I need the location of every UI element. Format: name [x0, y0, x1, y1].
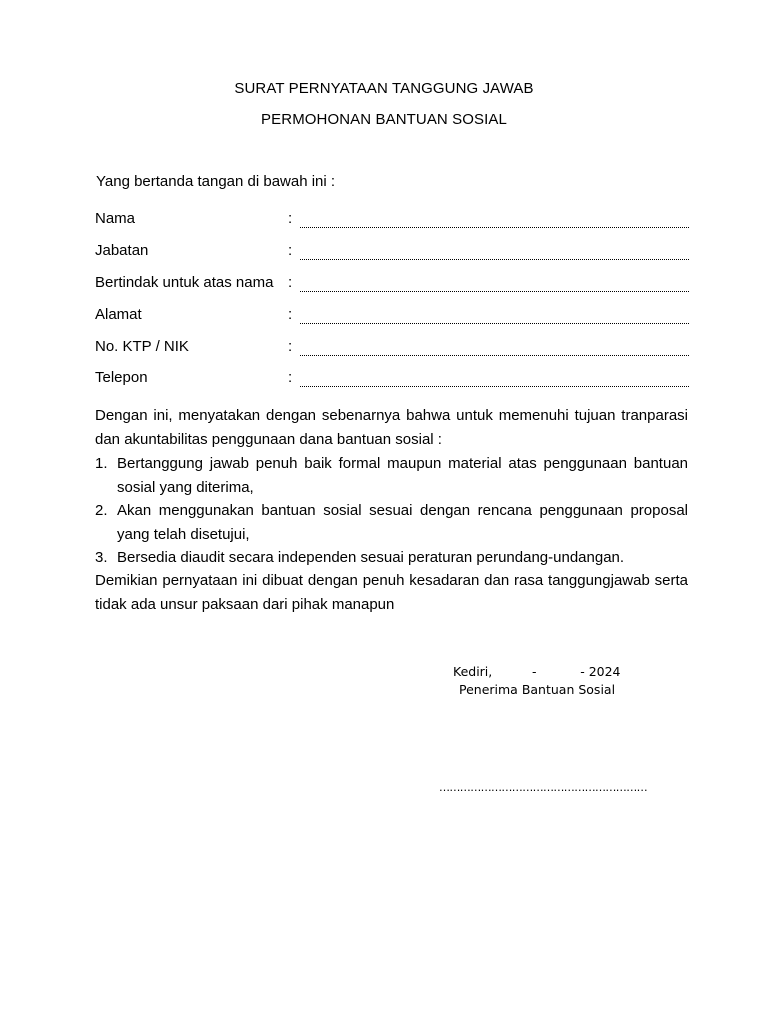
- list-text: Akan menggunakan bantuan sosial sesuai dengan rencana penggunaan proposal yang telah disetujui,: [117, 502, 688, 543]
- list-item: [95, 546, 688, 570]
- field-label: Jabatan: [95, 242, 149, 259]
- list-text: Bersedia diaudit secara independen sesuai peraturan perundang-undangan.: [117, 549, 625, 566]
- list-item: [95, 499, 688, 547]
- field-row-jabatan: [95, 242, 689, 262]
- fill-in-line: [300, 323, 689, 324]
- statement-line: Dengan ini, menyatakan dengan sebenarnya bahwa untuk memenuhi tujuan tranparasi: [95, 407, 688, 424]
- closing-text: Demikian pernyataan ini dibuat dengan penuh kesadaran dan rasa tanggungjawab serta tidak ada unsur paksaan dari pihak manapun: [95, 572, 688, 613]
- field-label: Bertindak untuk atas nama: [95, 274, 274, 291]
- document-title: SURAT PERNYATAAN TANGGUNG JAWAB: [234, 80, 534, 97]
- fill-in-line: [300, 259, 689, 260]
- field-colon: :: [288, 242, 293, 259]
- list-number: 1.: [95, 455, 108, 472]
- list-item: [95, 452, 688, 500]
- fill-in-line: [300, 291, 689, 292]
- field-colon: :: [288, 369, 293, 386]
- intro-text: Yang bertanda tangan di bawah ini :: [96, 173, 336, 190]
- fill-in-line: [300, 386, 689, 387]
- fill-in-line: [300, 355, 689, 356]
- field-row-atas-nama: [95, 274, 689, 294]
- field-row-nama: [95, 210, 689, 230]
- statement-line: dan akuntabilitas penggunaan dana bantuan sosial :: [95, 431, 442, 448]
- field-label: Alamat: [95, 306, 142, 323]
- signature-role: Penerima Bantuan Sosial: [459, 682, 616, 697]
- commitment-list: [95, 452, 688, 570]
- document-subtitle: PERMOHONAN BANTUAN SOSIAL: [261, 111, 507, 128]
- field-label: Nama: [95, 210, 136, 227]
- field-colon: :: [288, 338, 293, 355]
- field-colon: :: [288, 210, 293, 227]
- signature-place-date: Kediri, - - 2024: [453, 664, 621, 679]
- list-number: 2.: [95, 502, 108, 519]
- list-text: Bertanggung jawab penuh baik formal maupun material atas penggunaan bantuan sosial yang diterima,: [117, 455, 688, 496]
- field-row-alamat: [95, 306, 689, 326]
- field-colon: :: [288, 306, 293, 323]
- statement-body: [95, 404, 688, 617]
- field-row-ktp-nik: [95, 338, 689, 358]
- field-row-telepon: [95, 369, 689, 389]
- signature-name-line: ……………………………………………………: [439, 781, 648, 794]
- list-number: 3.: [95, 549, 108, 566]
- fill-in-line: [300, 227, 689, 228]
- field-label: Telepon: [95, 369, 148, 386]
- field-label: No. KTP / NIK: [95, 338, 189, 355]
- field-colon: :: [288, 274, 293, 291]
